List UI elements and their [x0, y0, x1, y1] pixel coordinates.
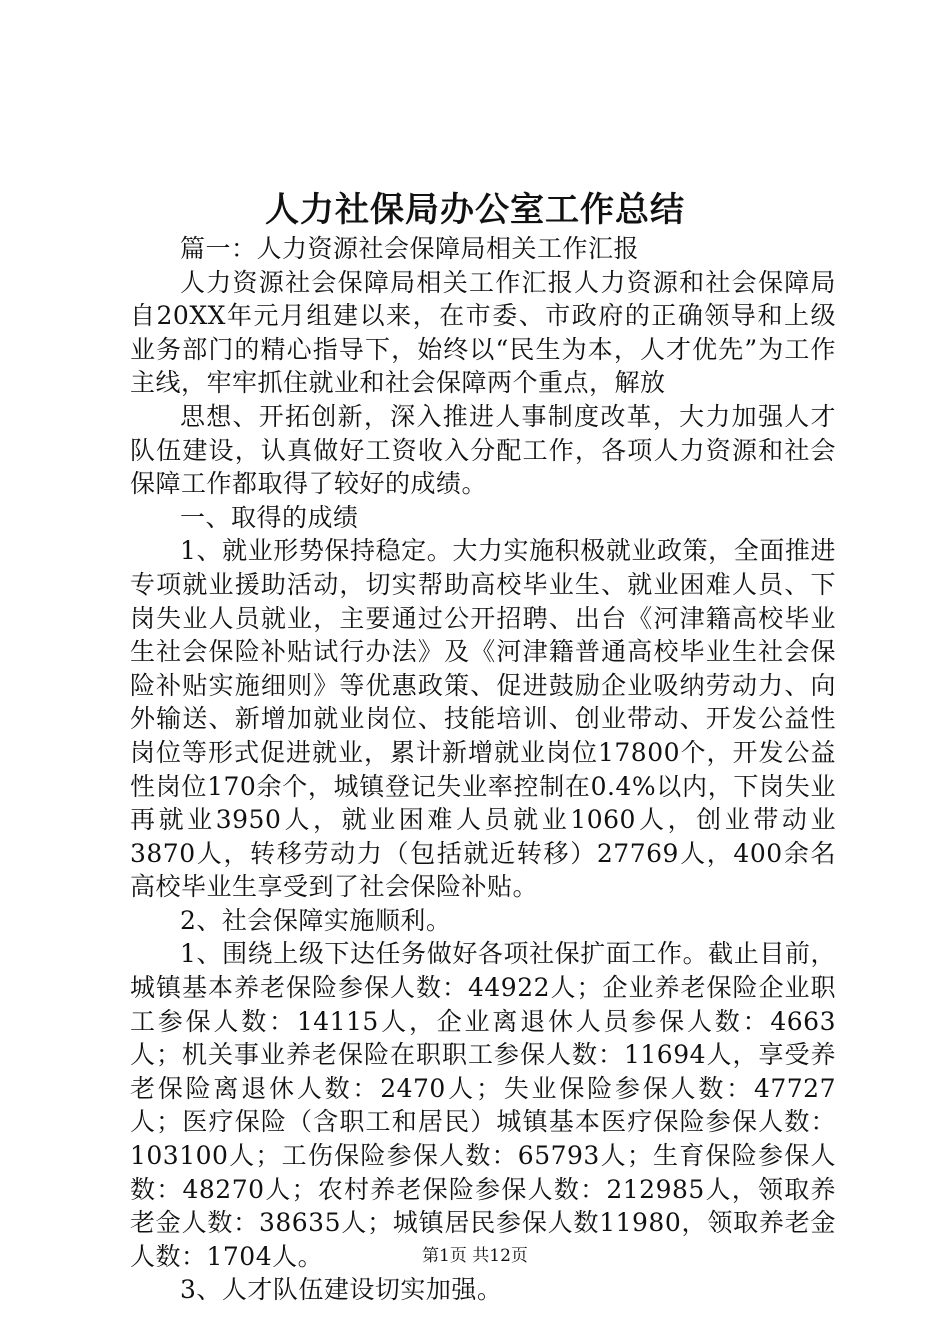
paragraph-employment: 1、就业形势保持稳定。大力实施积极就业政策，全面推进专项就业援助活动，切实帮助高校毕业生、就业困难人员、下岗失业人员就业，主要通过公开招聘、出台《河津籍高校毕业生社会保险补贴试行办法》及《河津籍普通高校毕业生社会保险补贴实施细则》等优惠政策、促进鼓励企业吸纳劳动力、向外输送、新增加就业岗位、技能培训、创业带动、开发公益性岗位等形式促进就业，累计新增就业岗位17800个，开发公益性岗位170余个，城镇登记失业率控制在0.4%以内，下岗失业再就业3950人，就业困难人员就业1060人，创业带动业3870人，转移劳动力（包括就近转移）27769人，400余名高校毕业生享受到了社会保险补贴。: [130, 536, 836, 902]
paragraph-intro-continued: 思想、开拓创新，深入推进人事制度改革，大力加强人才队伍建设，认真做好工资收入分配工作，各项人力资源和社会保障工作都取得了较好的成绩。: [130, 401, 836, 499]
paragraph-intro: 人力资源社会保障局相关工作汇报人力资源和社会保障局自20XX年元月组建以来，在市委、市政府的正确领导和上级业务部门的精心指导下，始终以“民生为本，人才优先”为工作主线，牢牢抓住就业和社会保障两个重点，解放: [130, 267, 836, 398]
section-heading-talent: 3、人才队伍建设切实加强。: [180, 1275, 503, 1305]
page-number-footer: 第1页 共12页: [422, 1246, 528, 1266]
paragraph-social-security-stats: 1、围绕上级下达任务做好各项社保扩面工作。截止目前，城镇基本养老保险参保人数：44922人；企业养老保险企业职工参保人数：14115人，企业离退休人员参保人数：4663人；机关事业养老保险在职职工参保人数：11694人，享受养老保险离退休人数：2470人；失业保险参保人数：47727人；医疗保险（含职工和居民）城镇基本医疗保险参保人数：103100人；工伤保险参保人数：65793人；生育保险参保人数：48270人；农村养老保险参保人数：212985人，领取养老金人数：38635人；城镇居民参保人数11980，领取养老金人数：1704人。: [130, 939, 836, 1271]
section-heading-achievements: 一、取得的成绩: [180, 502, 359, 532]
document-body: [130, 232, 836, 1307]
document-title: 人力社保局办公室工作总结: [265, 190, 685, 230]
section-heading-part-one: 篇一：人力资源社会保障局相关工作汇报: [180, 234, 640, 263]
section-heading-social-security: 2、社会保障实施顺利。: [180, 905, 452, 935]
